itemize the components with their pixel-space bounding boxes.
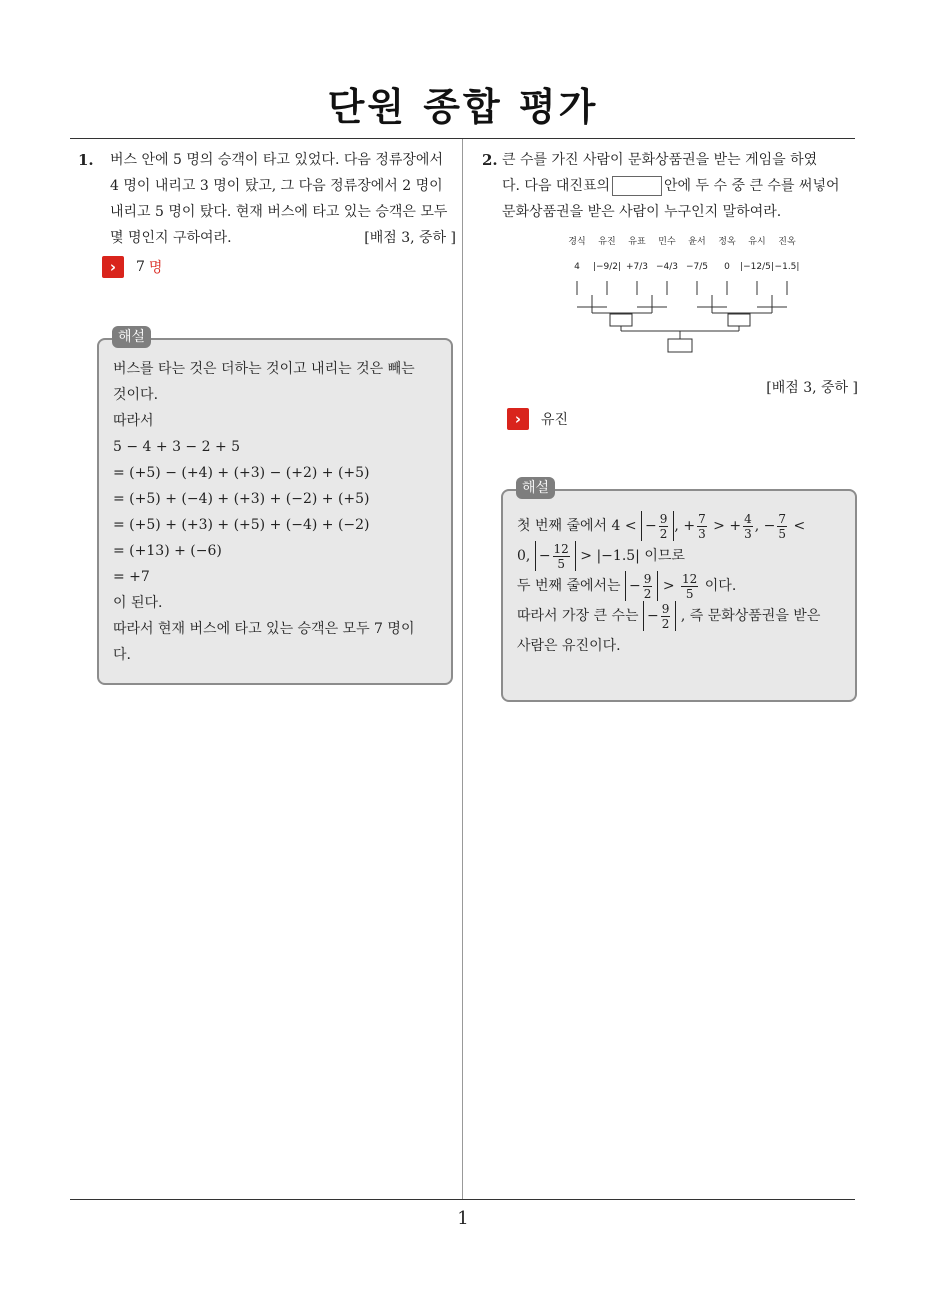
fraction	[681, 572, 698, 601]
explanation-text: <	[789, 518, 806, 534]
explanation-line: = (+5) + (−4) + (+3) + (−2) + (+5)	[113, 491, 370, 507]
numerator: 9	[661, 601, 670, 616]
denominator: 2	[643, 586, 652, 601]
question-line	[502, 173, 860, 199]
explanation-text: 첫 번째 줄에서 4 <	[517, 518, 637, 534]
question-line-part: 안에 두 수 중 큰 수를 써넣어	[664, 178, 840, 194]
question-line: 버스 안에 5 명의 승객이 타고 있었다. 다음 정류장에서	[110, 152, 443, 168]
explanation-text: >	[662, 578, 675, 594]
fraction	[659, 512, 669, 541]
score-label: [배점 3, 중하 ]	[766, 380, 858, 396]
explanation-line: 5 − 4 + 3 − 2 + 5	[113, 439, 241, 455]
bracket-player-name: 유표	[628, 237, 646, 247]
answer-unit: 명	[148, 260, 163, 276]
bracket-player-name: 경식	[568, 237, 586, 247]
question-line: 4 명이 내리고 3 명이 탔고, 그 다음 정류장에서 2 명이	[110, 178, 443, 194]
bracket-player-value: |−9/2|	[592, 262, 622, 272]
question-text	[110, 147, 456, 251]
question-line: 큰 수를 가진 사람이 문화상품권을 받는 게임을 하였	[502, 152, 818, 168]
bracket-player-value: 4	[574, 262, 580, 272]
explanation-text: 0,	[517, 548, 531, 564]
explanation-text: > |−1.5| 이므로	[580, 548, 685, 564]
bracket-player-name: 유시	[748, 237, 766, 247]
numerator: 7	[698, 511, 706, 526]
chevron-right-icon: ›	[102, 256, 124, 278]
denominator: 2	[659, 526, 668, 541]
bracket-player-value: |−12/5|	[740, 262, 774, 272]
fraction	[697, 512, 707, 541]
explanation-tag: 해설	[112, 326, 151, 348]
explanation-line: = +7	[113, 569, 150, 585]
minus-sign: −	[647, 608, 659, 624]
page-title: 단원 종합 평가	[327, 85, 599, 129]
tournament-bracket	[555, 233, 805, 358]
column-divider	[462, 139, 463, 1199]
explanation-line: = (+5) + (+3) + (+5) + (−4) + (−2)	[113, 517, 370, 533]
minus-sign: −	[629, 578, 641, 594]
absolute-value	[643, 601, 676, 631]
numerator: 9	[643, 571, 652, 586]
absolute-value	[535, 541, 576, 571]
question-number: 2.	[482, 151, 498, 169]
answer-value: 유진	[541, 412, 569, 428]
bracket-player-value: −1.5|	[774, 262, 800, 272]
bottom-rule	[70, 1199, 855, 1200]
minus-sign: −	[645, 518, 657, 534]
explanation-text: > +	[708, 518, 742, 534]
explanation-text: 두 번째 줄에서는	[517, 578, 621, 594]
explanation-line	[517, 541, 841, 571]
denominator: 3	[698, 526, 706, 541]
denominator: 5	[557, 556, 565, 571]
bracket-player-value: +7/3	[625, 262, 649, 272]
question-number: 1.	[78, 151, 94, 169]
bracket-player-name: 윤서	[688, 237, 706, 247]
fraction	[553, 542, 570, 571]
bracket-player-name: 민수	[658, 237, 676, 247]
numerator: 4	[744, 511, 752, 526]
explanation-box-2	[501, 489, 857, 702]
question-line: 문화상품권을 받은 사람이 누구인지 말하여라.	[502, 204, 782, 220]
absolute-value	[625, 571, 658, 601]
explanation-line: 것이다.	[113, 387, 159, 403]
explanation-box-1	[97, 338, 453, 685]
denominator: 3	[744, 526, 752, 541]
bracket-player-name: 정옥	[718, 237, 736, 247]
explanation-line: 따라서 현재 버스에 타고 있는 승객은 모두 7 명이	[113, 621, 415, 637]
question-line: 몇 명인지 구하여라.	[110, 230, 232, 246]
explanation-line: 사람은 유진이다.	[517, 638, 621, 654]
denominator: 2	[661, 616, 670, 631]
explanation-tag: 해설	[516, 477, 555, 499]
explanation-line: 버스를 타는 것은 더하는 것이고 내리는 것은 빼는	[113, 361, 415, 377]
explanation-text: , +	[674, 518, 696, 534]
explanation-line	[517, 511, 841, 541]
explanation-line: = (+5) − (+4) + (+3) − (+2) + (+5)	[113, 465, 370, 481]
bracket-player-value: −4/3	[655, 262, 679, 272]
explanation-line: 이 된다.	[113, 595, 163, 611]
chevron-right-icon: ›	[507, 408, 529, 430]
bracket-player-value: −7/5	[685, 262, 709, 272]
explanation-line: 따라서	[113, 413, 154, 429]
bracket-player-name: 진옥	[778, 237, 796, 247]
page-number: 1	[457, 1208, 469, 1229]
fraction	[743, 512, 753, 541]
numerator: 9	[659, 511, 668, 526]
explanation-text: , −	[754, 518, 776, 534]
minus-sign: −	[538, 548, 551, 564]
answer-value: 7	[136, 259, 145, 275]
explanation-line	[517, 571, 841, 601]
explanation-line: = (+13) + (−6)	[113, 543, 222, 559]
explanation-text: 따라서 가장 큰 수는	[517, 608, 639, 624]
answer-1	[102, 256, 162, 278]
question-line-part: 다. 다음 대진표의	[502, 178, 611, 194]
fraction	[643, 572, 653, 601]
absolute-value	[641, 511, 674, 541]
answer-blank-box	[612, 176, 662, 196]
numerator: 12	[553, 541, 569, 556]
question-text	[502, 147, 860, 225]
fraction	[777, 512, 787, 541]
explanation-line	[517, 601, 841, 631]
explanation-line: 다.	[113, 647, 131, 663]
denominator: 5	[778, 526, 786, 541]
question-line: 내리고 5 명이 탔다. 현재 버스에 타고 있는 승객은 모두	[110, 204, 448, 220]
score-label: [배점 3, 중하 ]	[364, 230, 456, 246]
explanation-text: , 즉 문화상품권을 받은	[680, 608, 821, 624]
fraction	[661, 602, 671, 631]
numerator: 12	[682, 571, 698, 586]
bracket-player-value: 0	[724, 262, 730, 272]
denominator: 5	[685, 586, 694, 601]
explanation-text: 이다.	[704, 578, 737, 594]
bracket-player-name: 유진	[598, 237, 616, 247]
answer-2	[507, 408, 568, 430]
question-2	[482, 147, 860, 225]
numerator: 7	[778, 511, 786, 526]
score-2	[700, 375, 858, 401]
question-1	[78, 147, 456, 251]
